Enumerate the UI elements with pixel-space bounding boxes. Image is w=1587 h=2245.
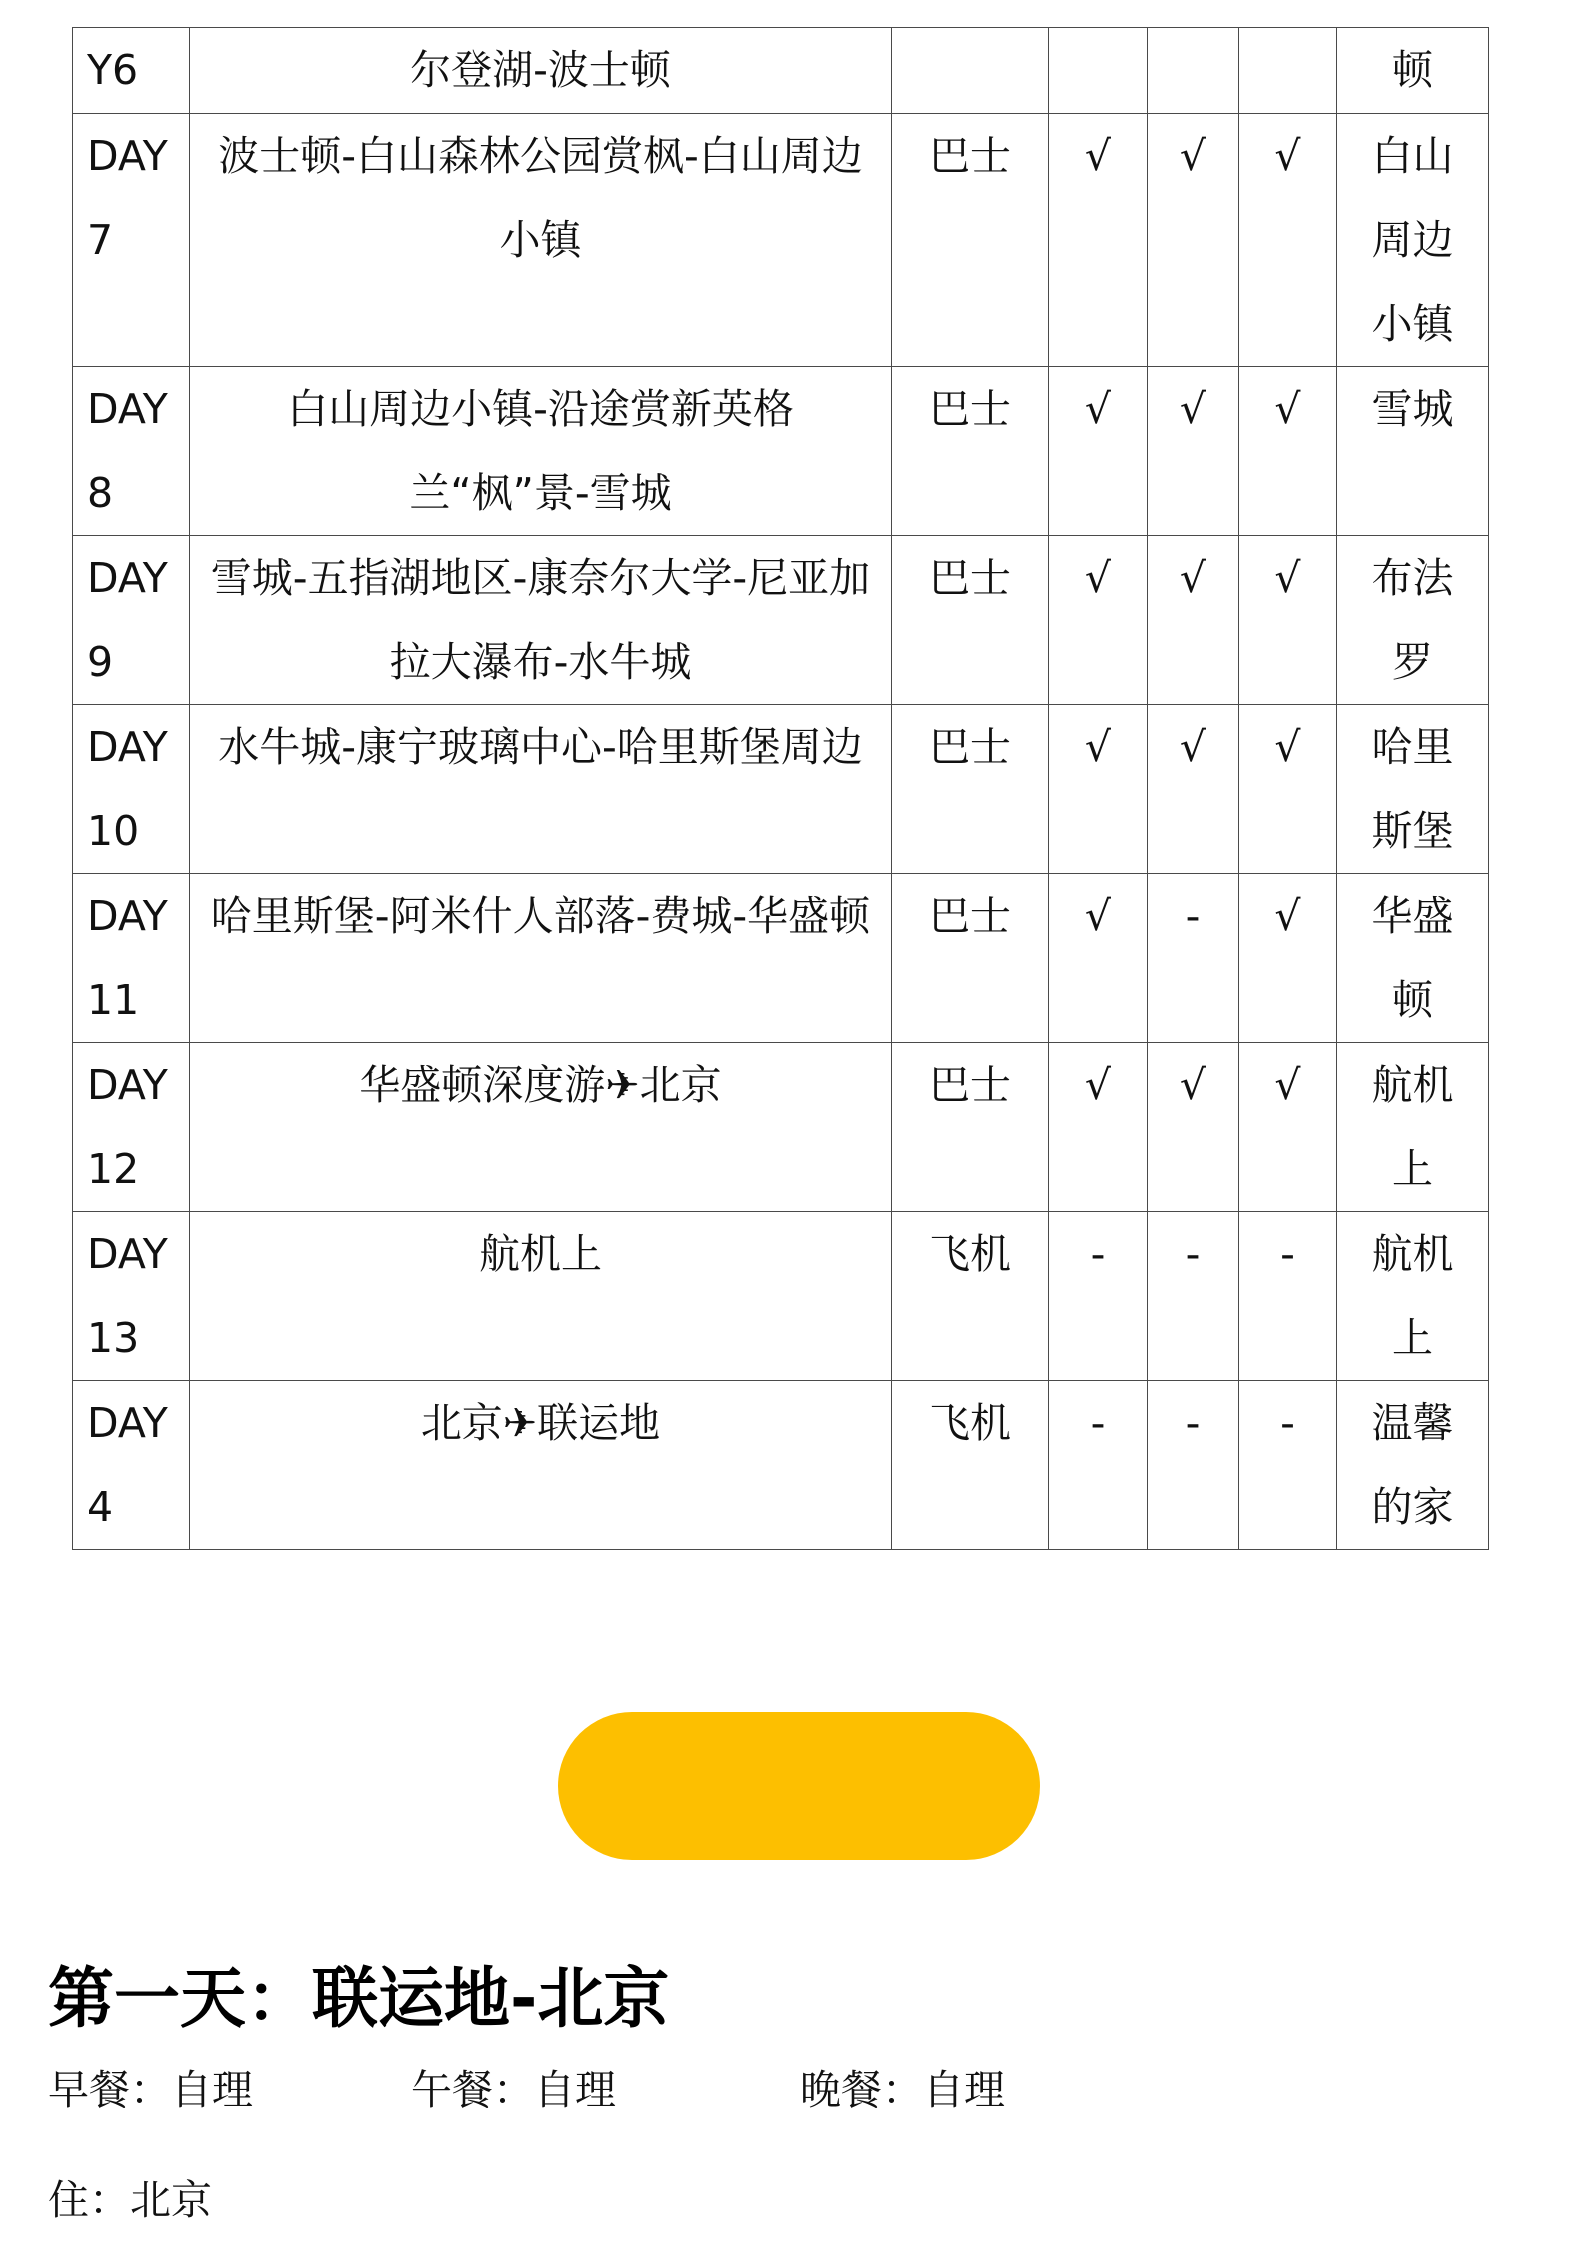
hotel-cell: 顿 xyxy=(1337,28,1489,114)
dinner-cell: √ xyxy=(1239,705,1337,874)
breakfast-cell: √ xyxy=(1049,705,1148,874)
dinner-cell: √ xyxy=(1239,114,1337,367)
lodging-label: 住：北京 xyxy=(48,2176,212,2224)
hotel-cell: 布法罗 xyxy=(1337,536,1489,705)
itinerary-body xyxy=(73,28,1489,1550)
table-row xyxy=(73,367,1489,536)
dinner-label: 晚餐：自理 xyxy=(800,2066,1005,2114)
lunch-cell: - xyxy=(1148,874,1239,1043)
table-row xyxy=(73,874,1489,1043)
table-row xyxy=(73,536,1489,705)
dinner-cell: √ xyxy=(1239,1043,1337,1212)
day-cell: DAY7 xyxy=(73,114,190,367)
day-cell: DAY13 xyxy=(73,1212,190,1381)
hotel-cell: 温馨的家 xyxy=(1337,1381,1489,1550)
table-row xyxy=(73,1381,1489,1550)
transport-cell: 巴士 xyxy=(892,874,1049,1043)
dinner-cell: √ xyxy=(1239,874,1337,1043)
transport-cell: 巴士 xyxy=(892,705,1049,874)
route-cell: 尔登湖-波士顿 xyxy=(190,28,892,114)
route-cell: 雪城-五指湖地区-康奈尔大学-尼亚加拉大瀑布-水牛城 xyxy=(190,536,892,705)
hotel-cell: 雪城 xyxy=(1337,367,1489,536)
breakfast-cell xyxy=(1049,28,1148,114)
lunch-cell: √ xyxy=(1148,1043,1239,1212)
route-cell: 白山周边小镇-沿途赏新英格兰“枫”景-雪城 xyxy=(190,367,892,536)
lunch-cell: - xyxy=(1148,1212,1239,1381)
dinner-cell: √ xyxy=(1239,367,1337,536)
section-pill-button[interactable] xyxy=(558,1712,1040,1860)
hotel-cell: 白山周边小镇 xyxy=(1337,114,1489,367)
lunch-cell xyxy=(1148,28,1239,114)
route-cell: 航机上 xyxy=(190,1212,892,1381)
hotel-cell: 航机上 xyxy=(1337,1212,1489,1381)
day-cell: DAY9 xyxy=(73,536,190,705)
lunch-cell: √ xyxy=(1148,705,1239,874)
route-cell: 华盛顿深度游✈北京 xyxy=(190,1043,892,1212)
hotel-cell: 华盛顿 xyxy=(1337,874,1489,1043)
route-cell: 北京✈联运地 xyxy=(190,1381,892,1550)
transport-cell: 巴士 xyxy=(892,114,1049,367)
day-title: 第一天：联运地-北京 xyxy=(48,1960,670,2037)
table-row xyxy=(73,28,1489,114)
table-row xyxy=(73,1043,1489,1212)
day-cell: DAY8 xyxy=(73,367,190,536)
lunch-cell: √ xyxy=(1148,114,1239,367)
dinner-cell: - xyxy=(1239,1381,1337,1550)
breakfast-cell: √ xyxy=(1049,367,1148,536)
transport-cell: 巴士 xyxy=(892,367,1049,536)
breakfast-cell: √ xyxy=(1049,536,1148,705)
day-cell: DAY4 xyxy=(73,1381,190,1550)
transport-cell xyxy=(892,28,1049,114)
table-row xyxy=(73,705,1489,874)
lunch-label: 午餐：自理 xyxy=(411,2066,616,2114)
day-cell: DAY11 xyxy=(73,874,190,1043)
transport-cell: 飞机 xyxy=(892,1381,1049,1550)
dinner-cell: √ xyxy=(1239,536,1337,705)
itinerary-table xyxy=(72,27,1489,1550)
table-row xyxy=(73,1212,1489,1381)
transport-cell: 飞机 xyxy=(892,1212,1049,1381)
dinner-cell: - xyxy=(1239,1212,1337,1381)
transport-cell: 巴士 xyxy=(892,1043,1049,1212)
day-cell: DAY10 xyxy=(73,705,190,874)
hotel-cell: 航机上 xyxy=(1337,1043,1489,1212)
transport-cell: 巴士 xyxy=(892,536,1049,705)
route-cell: 哈里斯堡-阿米什人部落-费城-华盛顿 xyxy=(190,874,892,1043)
dinner-cell xyxy=(1239,28,1337,114)
route-cell: 水牛城-康宁玻璃中心-哈里斯堡周边 xyxy=(190,705,892,874)
lunch-cell: √ xyxy=(1148,536,1239,705)
breakfast-cell: √ xyxy=(1049,874,1148,1043)
breakfast-cell: - xyxy=(1049,1212,1148,1381)
lunch-cell: - xyxy=(1148,1381,1239,1550)
hotel-cell: 哈里斯堡 xyxy=(1337,705,1489,874)
breakfast-cell: √ xyxy=(1049,114,1148,367)
route-cell: 波士顿-白山森林公园赏枫-白山周边小镇 xyxy=(190,114,892,367)
breakfast-cell: - xyxy=(1049,1381,1148,1550)
lunch-cell: √ xyxy=(1148,367,1239,536)
day-cell: DAY12 xyxy=(73,1043,190,1212)
breakfast-label: 早餐：自理 xyxy=(48,2066,253,2114)
breakfast-cell: √ xyxy=(1049,1043,1148,1212)
day-cell: Y6 xyxy=(73,28,190,114)
table-row xyxy=(73,114,1489,367)
